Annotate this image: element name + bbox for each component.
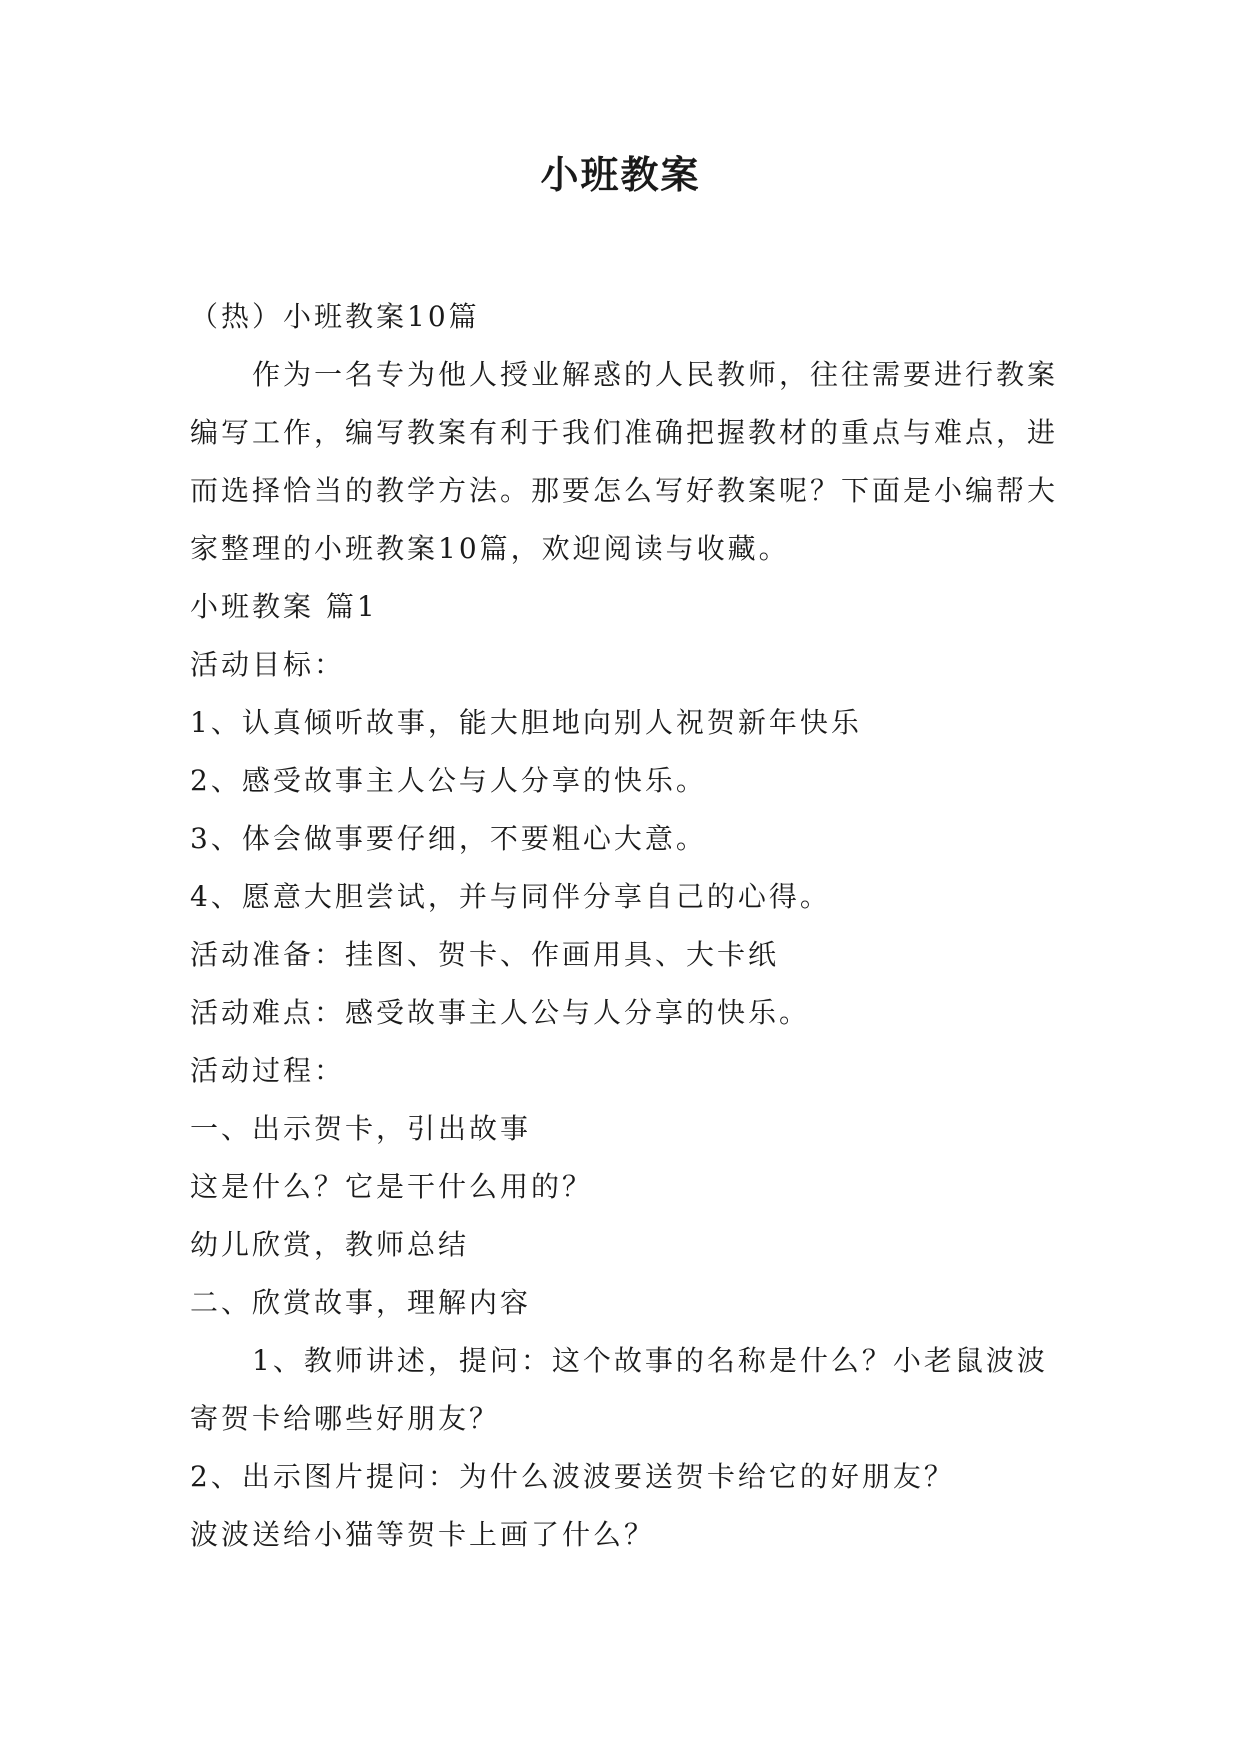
step-text: 这是什么？它是干什么用的？ <box>190 1170 594 1203</box>
step-text: 2、出示图片提问：为什么波波要送贺卡给它的好朋友？ <box>190 1460 955 1493</box>
goal-item: 4、愿意大胆尝试，并与同伴分享自己的心得。 <box>190 880 831 913</box>
process-label: 活动过程： <box>190 1054 346 1087</box>
goal-item: 3、体会做事要仔细，不要粗心大意。 <box>190 822 707 855</box>
step-heading: 一、出示贺卡，引出故事 <box>190 1112 532 1145</box>
step-text: 1、教师讲述，提问：这个故事的名称是什么？小老鼠波波寄贺卡给哪些好朋友？ <box>190 1344 1048 1435</box>
step-text: 波波送给小猫等贺卡上画了什么？ <box>190 1518 656 1551</box>
document-body <box>190 288 1060 1564</box>
intro-paragraph: 作为一名专为他人授业解惑的人民教师，往往需要进行教案编写工作，编写教案有利于我们准确把握教材的重点与难点，进而选择恰当的教学方法。那要怎么写好教案呢？下面是小编帮大家整理的小班教案10篇，欢迎阅读与收藏。 <box>190 358 1059 565</box>
document-subtitle: （热）小班教案10篇 <box>190 300 480 333</box>
goals-label: 活动目标： <box>190 648 346 681</box>
preparation-line: 活动准备：挂图、贺卡、作画用具、大卡纸 <box>190 938 780 971</box>
difficulty-line: 活动难点：感受故事主人公与人分享的快乐。 <box>190 996 811 1029</box>
section-heading: 小班教案 篇1 <box>190 590 378 623</box>
goal-item: 2、感受故事主人公与人分享的快乐。 <box>190 764 707 797</box>
step-text: 幼儿欣赏，教师总结 <box>190 1228 470 1261</box>
goal-item: 1、认真倾听故事，能大胆地向别人祝贺新年快乐 <box>190 706 862 739</box>
step-heading: 二、欣赏故事，理解内容 <box>190 1286 532 1319</box>
document-title: 小班教案 <box>540 152 701 197</box>
